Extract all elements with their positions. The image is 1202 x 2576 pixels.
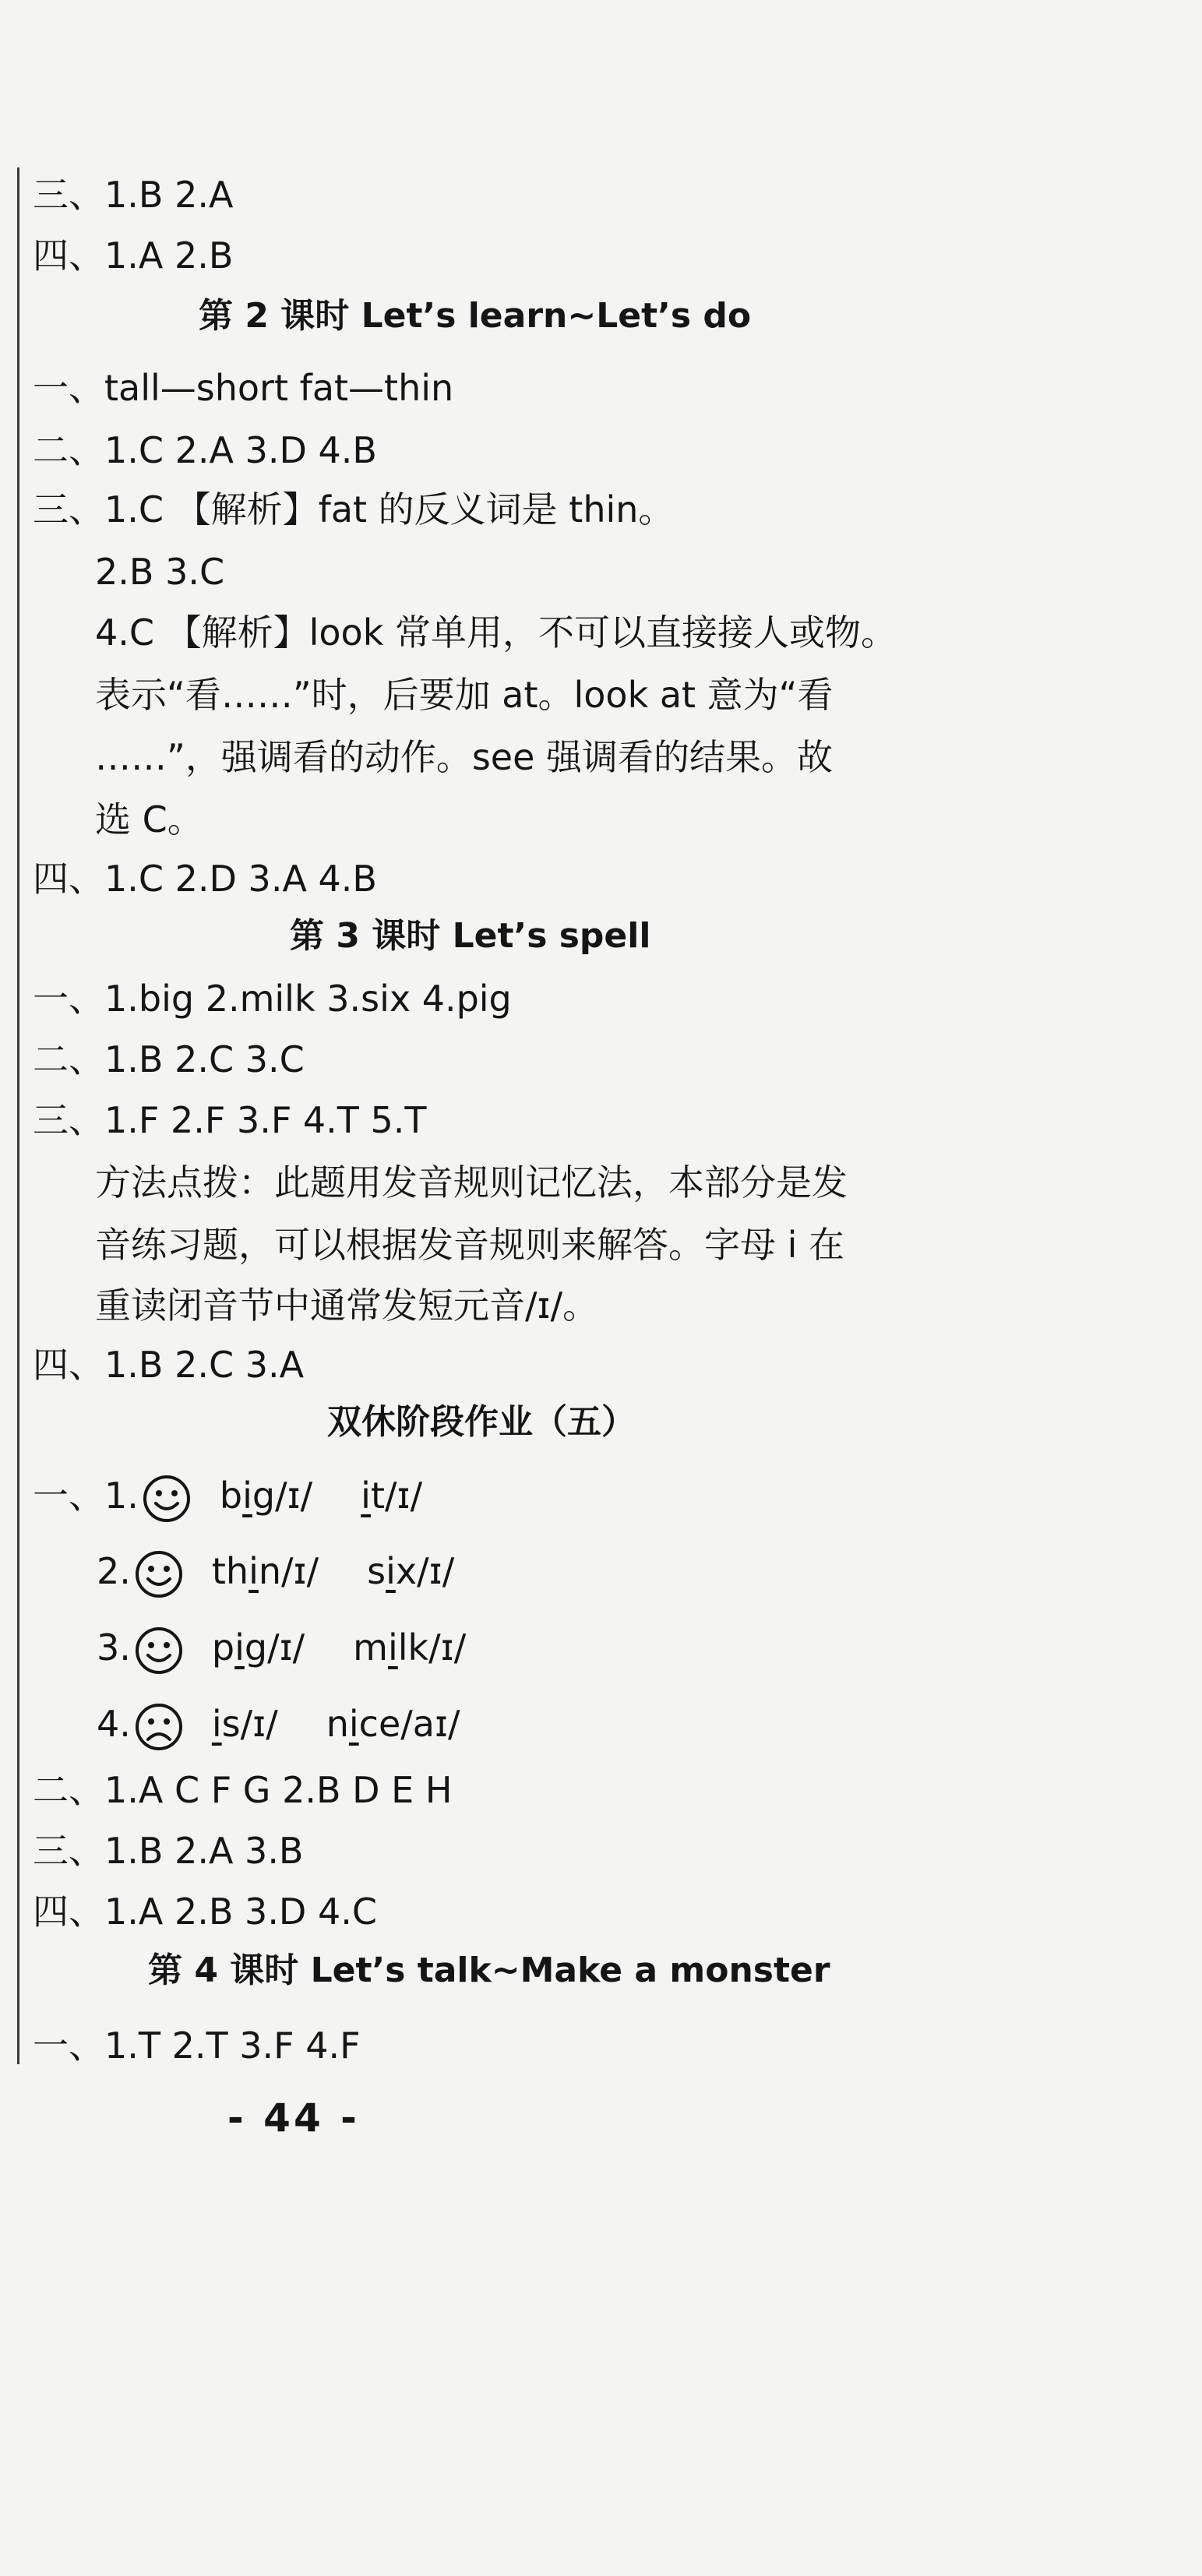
sad-face-icon (134, 1702, 184, 1752)
answer-line: 二、1.C 2.A 3.D 4.B (33, 429, 377, 471)
smiley-face-icon (134, 1626, 184, 1676)
margin-rule (17, 167, 19, 2064)
word: nice/aɪ/ (326, 1703, 460, 1745)
phonics-item (33, 1468, 422, 1524)
method-tip-line: 方法点拨：此题用发音规则记忆法，本部分是发 (95, 1161, 848, 1203)
item-number: 3. (97, 1626, 131, 1669)
section-heading: 第 4 课时 Let’s talk~Make a monster (148, 1951, 830, 1990)
answer-line: 2.B 3.C (95, 551, 225, 593)
item-number: 一、1. (33, 1475, 139, 1517)
method-tip-line: 音练习题，可以根据发音规则来解答。字母 i 在 (95, 1224, 845, 1266)
answer-line: 一、1.T 2.T 3.F 4.F (33, 2025, 361, 2067)
explanation-line: ……”，强调看的动作。see 强调看的结果。故 (95, 736, 834, 778)
word: it/ɪ/ (361, 1475, 423, 1517)
page-number: - 44 - (227, 2095, 360, 2141)
explanation-line: 4.C 【解析】look 常单用，不可以直接接人或物。 (95, 611, 897, 654)
answer-line: 四、1.A 2.B (33, 234, 234, 277)
explanation-line: 表示“看……”时，后要加 at。look at 意为“看 (95, 674, 834, 716)
phonics-item (97, 1544, 454, 1599)
answer-line: 四、1.B 2.C 3.A (33, 1344, 305, 1386)
answer-line: 三、1.C 【解析】fat 的反义词是 thin。 (33, 488, 675, 530)
answer-line: 二、1.A C F G 2.B D E H (33, 1769, 453, 1811)
answer-line: 四、1.C 2.D 3.A 4.B (33, 858, 377, 900)
answer-line: 三、1.B 2.A 3.B (33, 1830, 304, 1872)
word: thin/ɪ/ (211, 1550, 319, 1592)
item-number: 4. (97, 1703, 131, 1745)
word: pig/ɪ/ (211, 1626, 305, 1669)
section-heading: 第 2 课时 Let’s learn~Let’s do (199, 296, 752, 336)
item-number: 2. (97, 1550, 131, 1592)
phonics-item (97, 1697, 460, 1752)
smiley-face-icon (142, 1474, 192, 1524)
section-heading: 双休阶段作业（五） (327, 1402, 636, 1442)
answer-line: 四、1.A 2.B 3.D 4.C (33, 1891, 377, 1933)
explanation-line: 选 C。 (95, 798, 203, 840)
word: is/ɪ/ (211, 1703, 278, 1745)
word: milk/ɪ/ (353, 1626, 467, 1669)
method-tip-line: 重读闭音节中通常发短元音/ɪ/。 (95, 1284, 599, 1327)
answer-line: 一、tall—short fat—thin (33, 367, 454, 409)
answer-line: 二、1.B 2.C 3.C (33, 1038, 305, 1080)
answer-line: 一、1.big 2.milk 3.six 4.pig (33, 978, 512, 1020)
answer-line: 三、1.F 2.F 3.F 4.T 5.T (33, 1099, 427, 1141)
section-heading: 第 3 课时 Let’s spell (290, 916, 651, 956)
word: big/ɪ/ (219, 1475, 313, 1517)
phonics-item (97, 1620, 466, 1676)
answer-line: 三、1.B 2.A (33, 174, 234, 216)
smiley-face-icon (134, 1549, 184, 1599)
word: six/ɪ/ (367, 1550, 455, 1592)
